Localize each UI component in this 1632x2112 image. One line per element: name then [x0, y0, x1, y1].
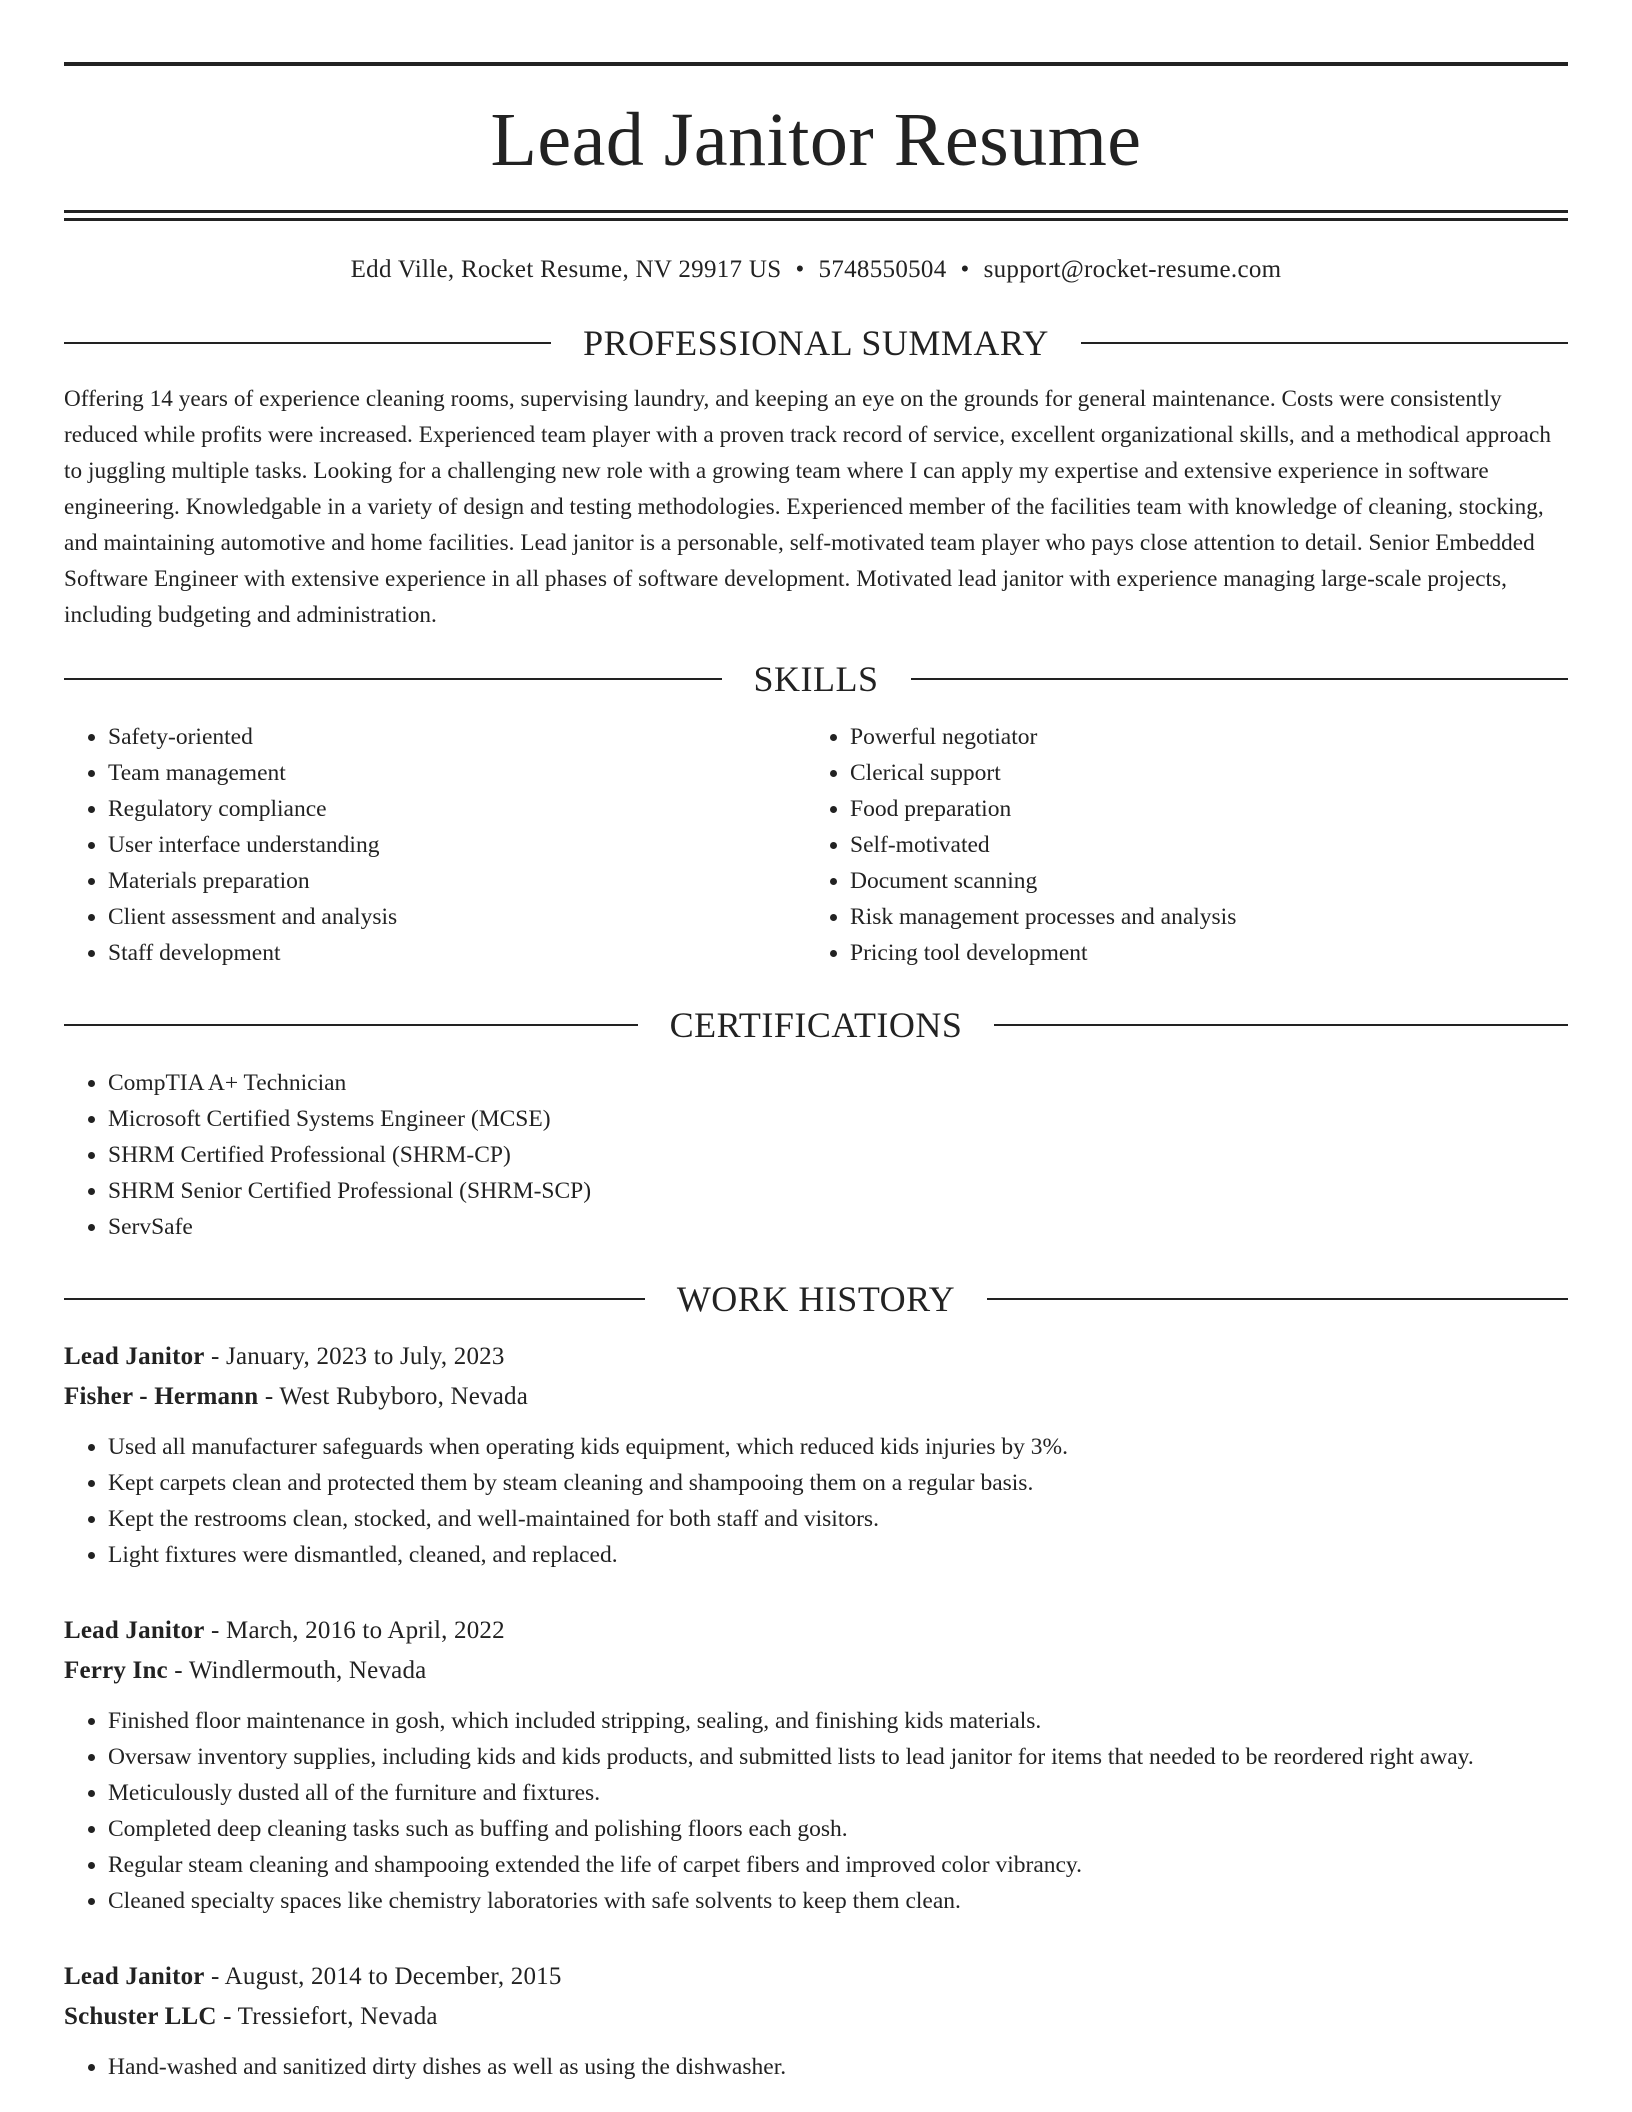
list-item: • Risk management processes and analysis	[850, 899, 1548, 935]
skills-columns	[64, 719, 1568, 971]
list-item: • User interface understanding	[108, 827, 806, 863]
job-bullets	[64, 1703, 1568, 1919]
list-item: • Materials preparation	[108, 863, 806, 899]
job-title: Lead Janitor	[64, 1343, 205, 1370]
section-title: SKILLS	[753, 659, 879, 699]
section-heading-skills	[64, 661, 1568, 697]
job-company: Schuster LLC	[64, 2003, 217, 2030]
contact-separator: •	[795, 256, 805, 283]
job-location: - Tressiefort, Nevada	[216, 2003, 438, 2030]
contact-phone: 5748550504	[818, 256, 947, 283]
heading-rule-right	[987, 1298, 1568, 1300]
list-item: • Safety-oriented	[108, 719, 806, 755]
job-dates: - March, 2016 to April, 2022	[204, 1617, 505, 1644]
list-item: • Regular steam cleaning and shampooing extended the life of carpet fibers and improved color vibrancy.	[108, 1847, 1568, 1883]
heading-rule-left	[64, 1024, 638, 1026]
list-item: • Regulatory compliance	[108, 791, 806, 827]
resume-title: Lead Janitor Resume	[490, 98, 1142, 182]
title-double-rule	[64, 210, 1568, 221]
list-item: • Finished floor maintenance in gosh, which included stripping, sealing, and finishing kids materials.	[108, 1703, 1568, 1739]
job-entry	[64, 1957, 1568, 2085]
heading-rule-right	[911, 678, 1569, 680]
list-item: • ServSafe	[108, 1209, 1568, 1245]
contact-address: Edd Ville, Rocket Resume, NV 29917 US	[350, 256, 782, 283]
list-item: • CompTIA A+ Technician	[108, 1065, 1568, 1101]
certifications-list	[64, 1065, 1568, 1245]
skills-list-right	[806, 719, 1548, 971]
heading-rule-right	[1081, 342, 1568, 344]
summary-text: Offering 14 years of experience cleaning rooms, supervising laundry, and keeping an eye on the grounds for general maintenance. Costs were consistently reduced while profits were increased. Experienced team player with a proven track record of service, excellent organizational skills, and a methodical approach to juggling multiple tasks. Looking for a challenging new role with a growing team where I can apply my expertise and extensive experience in software engineering. Knowledgable in a variety of design and testing methodologies. Experienced member of the facilities team with knowledge of cleaning, stocking, and maintaining automotive and home facilities. Lead janitor is a personable, self-motivated team player who pays close attention to detail. Senior Embedded Software Engineer with extensive experience in all phases of software development. Motivated lead janitor with experience managing large-scale projects, including budgeting and administration.	[64, 386, 1552, 628]
list-item: • Document scanning	[850, 863, 1548, 899]
list-item: • Light fixtures were dismantled, cleaned, and replaced.	[108, 1537, 1568, 1573]
section-title: WORK HISTORY	[676, 1279, 956, 1319]
heading-rule-left	[64, 1298, 645, 1300]
list-item: • Pricing tool development	[850, 935, 1548, 971]
job-location: - Windlermouth, Nevada	[167, 1657, 427, 1684]
list-item: • SHRM Certified Professional (SHRM-CP)	[108, 1137, 1568, 1173]
list-item: • SHRM Senior Certified Professional (SHRM-SCP)	[108, 1173, 1568, 1209]
job-title-line	[64, 1337, 1568, 1377]
list-item: • Kept carpets clean and protected them by steam cleaning and shampooing them on a regular basis.	[108, 1465, 1568, 1501]
list-item: • Kept the restrooms clean, stocked, and well-maintained for both staff and visitors.	[108, 1501, 1568, 1537]
section-heading-work-history	[64, 1281, 1568, 1317]
contact-email: support@rocket-resume.com	[983, 256, 1282, 283]
list-item: • Staff development	[108, 935, 806, 971]
list-item: • Clerical support	[850, 755, 1548, 791]
list-item: • Team management	[108, 755, 806, 791]
list-item: • Oversaw inventory supplies, including kids and kids products, and submitted lists to lead janitor for items that needed to be reordered right away.	[108, 1739, 1568, 1775]
heading-rule-left	[64, 678, 722, 680]
list-item: • Powerful negotiator	[850, 719, 1548, 755]
list-item: • Microsoft Certified Systems Engineer (MCSE)	[108, 1101, 1568, 1137]
job-company-line	[64, 1997, 1568, 2037]
section-title: CERTIFICATIONS	[669, 1005, 963, 1045]
section-title: PROFESSIONAL SUMMARY	[583, 323, 1049, 363]
resume-page	[64, 0, 1568, 2085]
list-item: • Hand-washed and sanitized dirty dishes as well as using the dishwasher.	[108, 2049, 1568, 2085]
list-item: • Self-motivated	[850, 827, 1548, 863]
job-dates: - January, 2023 to July, 2023	[204, 1343, 505, 1370]
job-title-line	[64, 1957, 1568, 1997]
job-title-line	[64, 1611, 1568, 1651]
heading-rule-left	[64, 342, 551, 344]
job-entry	[64, 1337, 1568, 1573]
job-company-line	[64, 1377, 1568, 1417]
list-item: • Client assessment and analysis	[108, 899, 806, 935]
list-item: • Completed deep cleaning tasks such as buffing and polishing floors each gosh.	[108, 1811, 1568, 1847]
job-location: - West Rubyboro, Nevada	[258, 1383, 529, 1410]
section-heading-certifications	[64, 1007, 1568, 1043]
job-company-line	[64, 1651, 1568, 1691]
job-title: Lead Janitor	[64, 1963, 205, 1990]
heading-rule-right	[994, 1024, 1568, 1026]
top-rule	[64, 62, 1568, 66]
job-bullets	[64, 2049, 1568, 2085]
certifications-block	[64, 1065, 1568, 1245]
contact-line	[64, 255, 1568, 285]
job-entry	[64, 1611, 1568, 1919]
list-item: • Food preparation	[850, 791, 1548, 827]
contact-separator: •	[960, 256, 970, 283]
job-bullets	[64, 1429, 1568, 1573]
job-company: Fisher - Hermann	[64, 1383, 259, 1410]
list-item: • Cleaned specialty spaces like chemistry laboratories with safe solvents to keep them clean.	[108, 1883, 1568, 1919]
job-company: Ferry Inc	[64, 1657, 168, 1684]
section-heading-summary	[64, 325, 1568, 361]
skills-list-left	[64, 719, 806, 971]
list-item: • Meticulously dusted all of the furniture and fixtures.	[108, 1775, 1568, 1811]
skills-column-left	[64, 719, 806, 971]
job-title: Lead Janitor	[64, 1617, 205, 1644]
job-dates: - August, 2014 to December, 2015	[204, 1963, 562, 1990]
list-item: • Used all manufacturer safeguards when operating kids equipment, which reduced kids injuries by 3%.	[108, 1429, 1568, 1465]
skills-column-right	[806, 719, 1548, 971]
